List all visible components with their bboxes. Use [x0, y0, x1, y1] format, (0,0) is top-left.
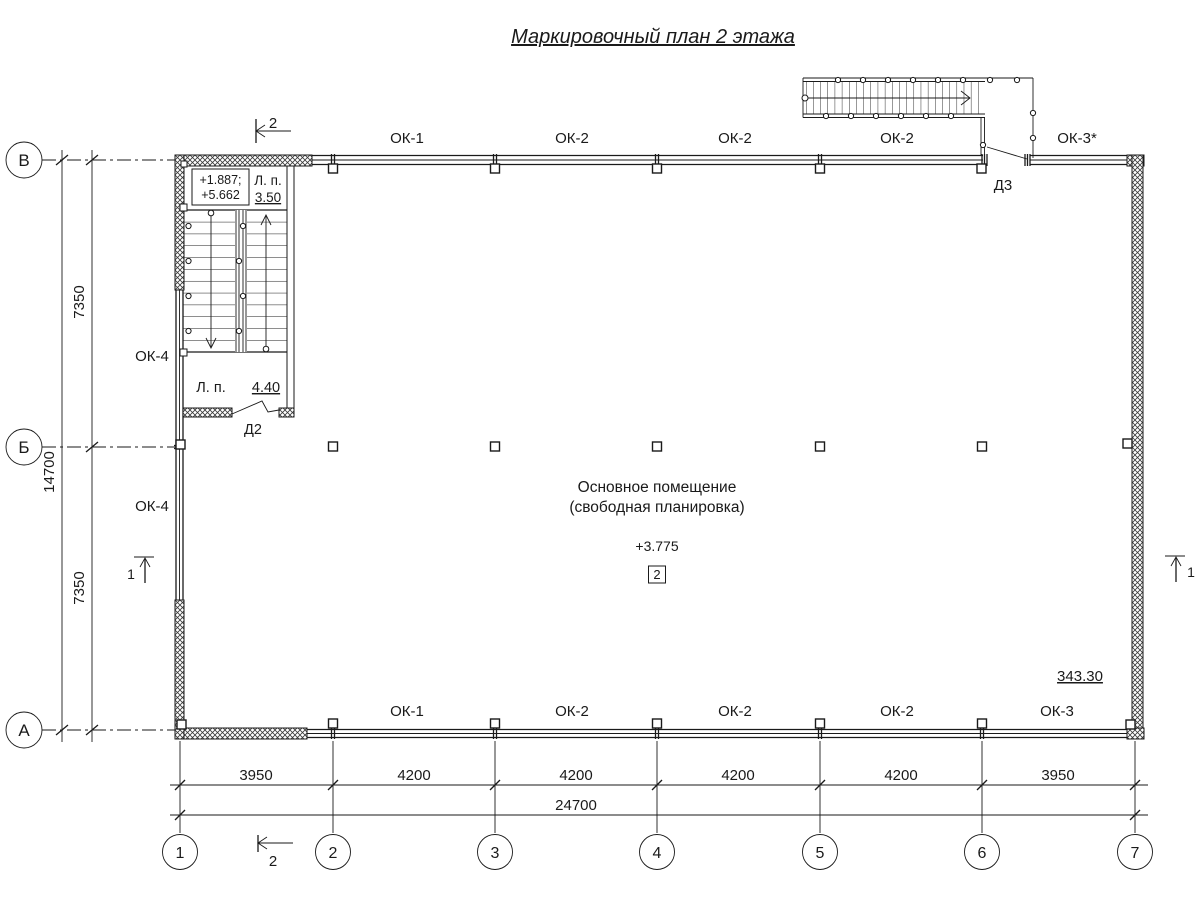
col-axis-3: 3 — [490, 845, 500, 862]
row-axis-bubbles — [6, 142, 42, 748]
col-axis-5: 5 — [815, 845, 825, 862]
room-number: 2 — [653, 567, 661, 582]
stair-level-line2: +5.662 — [201, 188, 240, 202]
section-marker-1-right — [1165, 556, 1195, 582]
row-axis-label-b: Б — [18, 438, 30, 457]
window-label-top-4: ОК-2 — [880, 130, 914, 147]
window-label-top-3: ОК-2 — [718, 130, 752, 147]
col-axis-6: 6 — [977, 845, 987, 862]
lower-landing-label: Л. п. — [196, 380, 226, 396]
col-axis-2: 2 — [328, 845, 338, 862]
lower-landing-value: 4.40 — [251, 380, 281, 396]
door-d2-label: Д2 — [244, 422, 262, 438]
room-annotation — [569, 479, 744, 583]
area-value: 343.30 — [1057, 668, 1103, 685]
dim-bottom-5: 4200 — [884, 767, 918, 784]
window-label-left-2: ОК-4 — [135, 498, 169, 515]
window-label-bottom-5: ОК-3 — [1040, 703, 1074, 720]
section-marker-2-bottom — [258, 835, 293, 870]
dim-left-total: 14700 — [41, 451, 58, 493]
column-markers — [176, 164, 1135, 729]
room-elevation: +3.775 — [635, 538, 679, 554]
col-axis-4: 4 — [652, 845, 662, 862]
window-label-bottom-1: ОК-1 — [390, 703, 424, 720]
room-name-line1: Основное помещение — [577, 479, 737, 496]
section-marker-1-left — [127, 557, 154, 583]
door-d2-break-symbol — [232, 401, 279, 414]
upper-landing-label: Л. п. — [254, 173, 282, 188]
section-1-right-label: 1 — [1187, 564, 1195, 580]
dim-bottom-4: 4200 — [721, 767, 755, 784]
dim-left-segment-1: 7350 — [71, 285, 88, 319]
section-2-top-label: 2 — [268, 115, 278, 132]
external-stair — [802, 77, 1036, 194]
window-label-top-5: ОК-3* — [1057, 130, 1097, 147]
col-axis-7: 7 — [1130, 845, 1140, 862]
exit-platform — [980, 77, 1035, 158]
door-d3-label: Д3 — [993, 177, 1013, 194]
col-axis-1: 1 — [175, 845, 185, 862]
page-title: Маркировочный план 2 этажа — [511, 26, 795, 48]
left-dimensions — [41, 150, 98, 742]
stairwell — [180, 161, 294, 438]
section-2-bottom-label: 2 — [268, 853, 278, 870]
dim-bottom-3: 4200 — [559, 767, 593, 784]
dim-bottom-1: 3950 — [239, 767, 273, 784]
section-1-left-label: 1 — [127, 566, 135, 582]
window-label-bottom-3: ОК-2 — [718, 703, 752, 720]
row-axis-label-v: В — [18, 151, 30, 170]
section-marker-2-top — [256, 115, 291, 143]
door-d3-leaf — [987, 147, 1027, 159]
dim-left-segment-2: 7350 — [71, 571, 88, 605]
row-axis-label-a: А — [18, 721, 30, 740]
upper-landing-value: 3.50 — [254, 190, 282, 205]
window-label-bottom-4: ОК-2 — [880, 703, 914, 720]
stair-level-line1: +1.887; — [199, 173, 242, 187]
window-label-top-1: ОК-1 — [390, 130, 424, 147]
room-name-line2: (свободная планировка) — [569, 499, 745, 516]
bottom-dimensions — [170, 741, 1148, 833]
dim-bottom-total: 24700 — [555, 797, 597, 814]
dim-bottom-2: 4200 — [397, 767, 431, 784]
window-label-top-2: ОК-2 — [555, 130, 589, 147]
window-label-left-1: ОК-4 — [135, 348, 169, 365]
column-axis-bubbles — [163, 835, 1153, 870]
dim-bottom-6: 3950 — [1041, 767, 1075, 784]
window-label-bottom-2: ОК-2 — [555, 703, 589, 720]
